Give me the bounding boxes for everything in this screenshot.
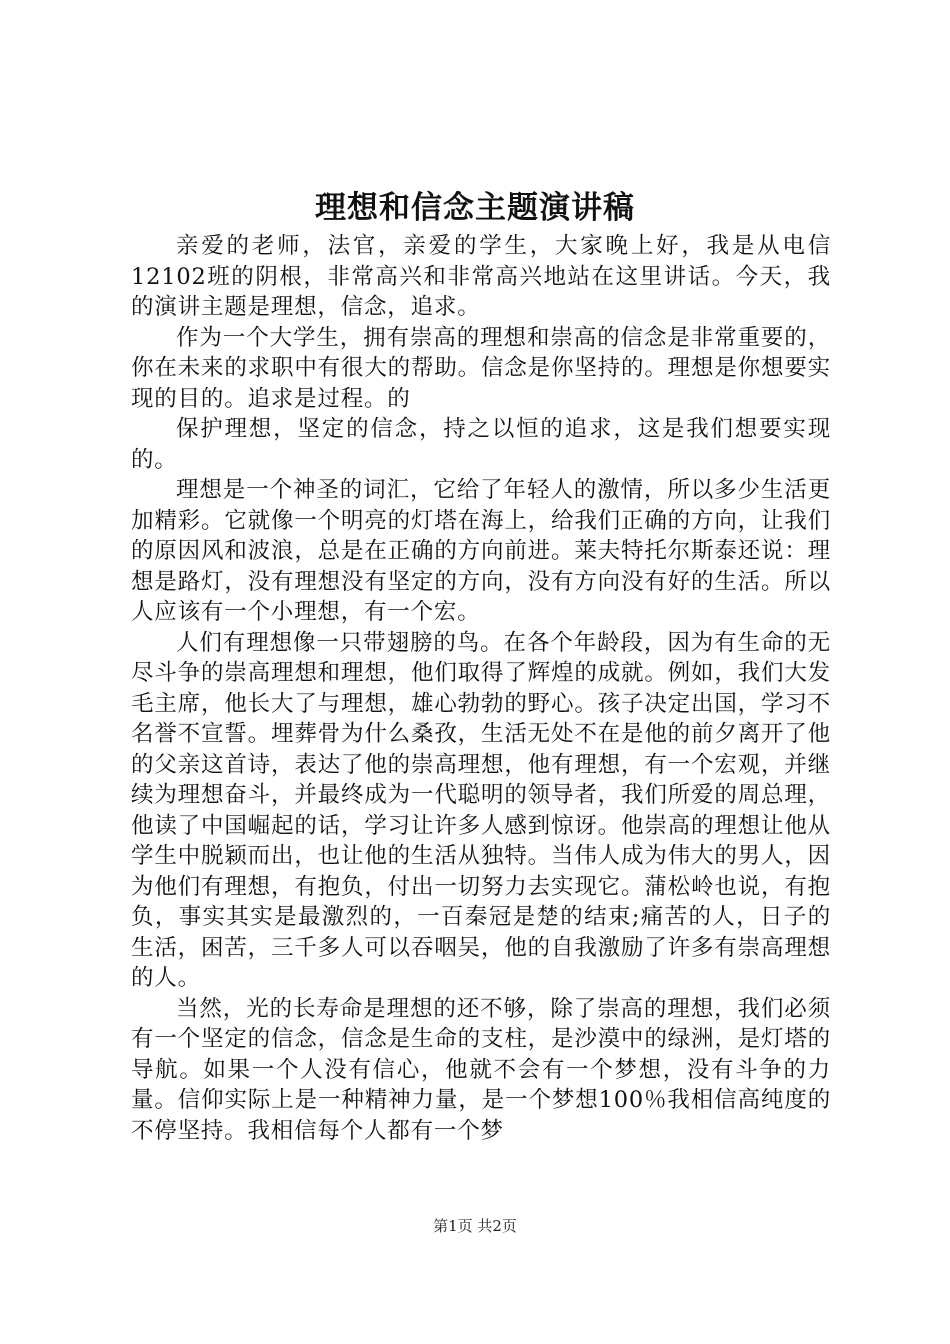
paragraph: 亲爱的老师，法官，亲爱的学生，大家晚上好，我是从电信12102班的阴根，非常高兴和非常高兴地站在这里讲话。今天，我的演讲主题是理想，信念，追求。 [131, 233, 831, 320]
paragraph: 理想是一个神圣的词汇，它给了年轻人的激情，所以多少生活更加精彩。它就像一个明亮的灯塔在海上，给我们正确的方向，让我们的原因风和波浪，总是在正确的方向前进。莱夫特托尔斯泰还说：理想是路灯，没有理想没有坚定的方向，没有方向没有好的生活。所以人应该有一个小理想，有一个宏。 [131, 477, 831, 625]
page-number-footer: 第1页 共2页 [433, 1217, 517, 1235]
paragraph: 当然，光的长寿命是理想的还不够，除了崇高的理想，我们必须有一个坚定的信念，信念是生命的支柱，是沙漠中的绿洲，是灯塔的导航。如果一个人没有信心，他就不会有一个梦想，没有斗争的力量。信仰实际上是一种精神力量，是一个梦想100％我相信高纯度的不停坚持。我相信每个人都有一个梦 [131, 995, 831, 1144]
paragraph: 保护理想，坚定的信念，持之以恒的追求，这是我们想要实现的。 [131, 416, 831, 473]
paragraph: 人们有理想像一只带翅膀的鸟。在各个年龄段，因为有生命的无尽斗争的崇高理想和理想，他们取得了辉煌的成就。例如，我们大发毛主席，他长大了与理想，雄心勃勃的野心。孩子决定出国，学习不名誉不宣誓。埋葬骨为什么桑孜，生活无处不在是他的前夕离开了他的父亲这首诗，表达了他的崇高理想，他有理想，有一个宏观，并继续为理想奋斗，并最终成为一代聪明的领导者，我们所爱的周总理，他读了中国崛起的话，学习让许多人感到惊讶。他崇高的理想让他从学生中脱颖而出，也让他的生活从独特。当伟人成为伟大的男人，因为他们有理想，有抱负，付出一切努力去实现它。蒲松岭也说，有抱负，事实其实是最激烈的，一百秦冠是楚的结束;痛苦的人，日子的生活，困苦，三千多人可以吞咽吴，他的自我激励了许多有崇高理想的人。 [131, 629, 831, 991]
paragraph: 作为一个大学生，拥有崇高的理想和崇高的信念是非常重要的，你在未来的求职中有很大的帮助。信念是你坚持的。理想是你想要实现的目的。追求是过程。的 [131, 324, 831, 412]
document-title: 理想和信念主题演讲稿 [315, 190, 635, 226]
document-body [131, 231, 831, 1146]
